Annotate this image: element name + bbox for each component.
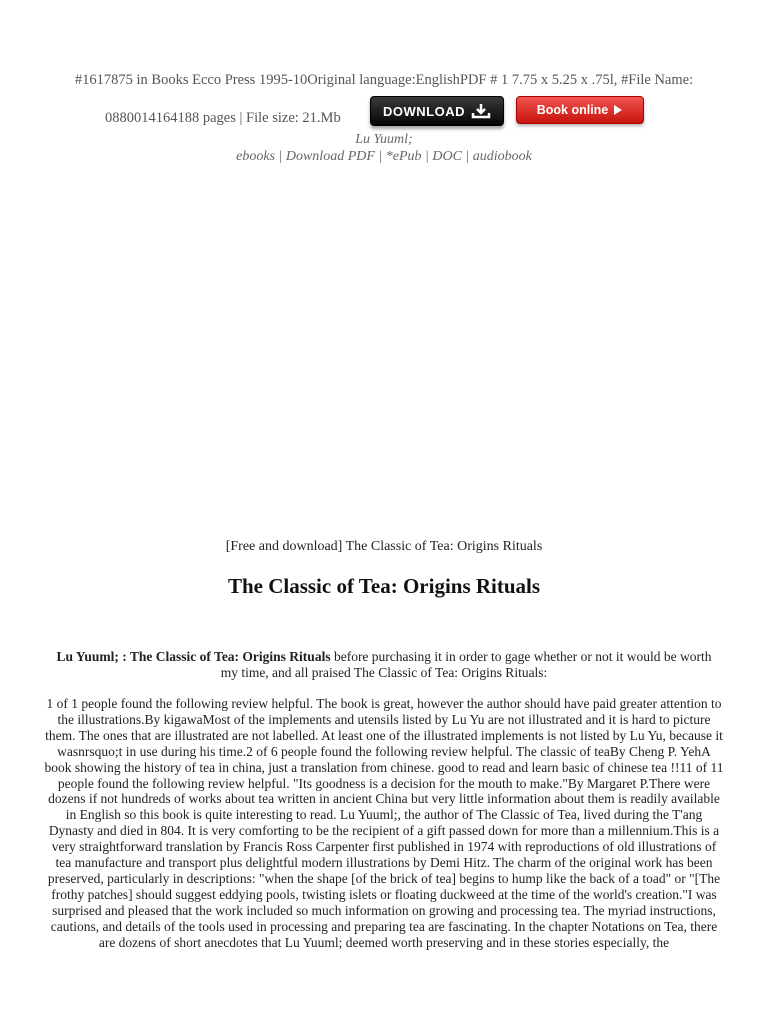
- book-meta-row: [0, 96, 768, 126]
- pages-filesize-text: 0880014164188 pages | File size: 21.Mb: [105, 110, 341, 126]
- play-arrow-icon: [613, 104, 623, 116]
- intro-bold-text: Lu Yuuml; : The Classic of Tea: Origins Rituals: [56, 649, 331, 664]
- book-meta-line: #1617875 in Books Ecco Press 1995-10Original language:EnglishPDF # 1 7.75 x 5.25 x .75l, #File Name:: [74, 72, 694, 88]
- book-online-label: Book online: [536, 103, 609, 117]
- page-title: The Classic of Tea: Origins Rituals: [227, 574, 541, 598]
- author-name: Lu Yuuml;: [355, 132, 413, 147]
- intro-paragraph: [48, 649, 720, 681]
- review-paragraph: 1 of 1 people found the following review helpful. The book is great, however the author should have paid greater attention to the illustrations.By kigawaMost of the implements and utensils listed by Lu Yu are not illustrated and it is hard to picture them. The ones that are illustrated are not labelled. At least one of the illustrated implements is not listed by Lu Yu, because it wasnrsquo;t in use during his time.2 of 6 people found the following review helpful. The classic of teaBy Cheng P. YehA book showing the history of tea in china, just a translation from chinese. good to read and learn basic of chinese tea !!11 of 11 people found the following review helpful. "Its goodness is a decision for the mouth to make."By Margaret P.There were dozens if not hundreds of works about tea written in ancient China but very little information about them is readily available in English so this book is quite interesting to read. Lu Yuuml;, the author of The Classic of Tea, lived during the T'ang Dynasty and died in 804. It is very comforting to be the recipient of a gift passed down for more than a millennium.This is a very straightforward translation by Francis Ross Carpenter first published in 1974 with reproductions of old illustrations of tea manufacture and transport plus delightful modern illustrations by Demi Hitz. The charm of the original work has been preserved, particularly in descriptions: "when the shape [of the brick of tea] begins to hump like the back of a toad" or "[The frothy patches] should suggest eddying pools, twisting islets or floating duckweed at the time of the world's creation."I was surprised and pleased that the work included so much information on growing and processing tea. The myriad instructions, cautions, and details of the tools used in processing and preparing tea are fascinating. In the chapter Notations on Tea, there are dozens of short anecdotes that Lu Yuuml; deemed worth preserving and in these stories especially, the: [44, 696, 724, 950]
- download-button[interactable]: [370, 96, 504, 126]
- free-download-heading: [Free and download] The Classic of Tea: Origins Rituals: [225, 539, 543, 554]
- intro-text: before purchasing it in order to gage whether or not it would be worth my time, and all praised The Classic of Tea: Origins Rituals:: [220, 649, 712, 680]
- book-online-button[interactable]: [516, 96, 644, 124]
- formats-line: ebooks | Download PDF | *ePub | DOC | audiobook: [236, 149, 532, 164]
- download-icon: [471, 103, 491, 119]
- download-button-label: DOWNLOAD: [383, 103, 465, 119]
